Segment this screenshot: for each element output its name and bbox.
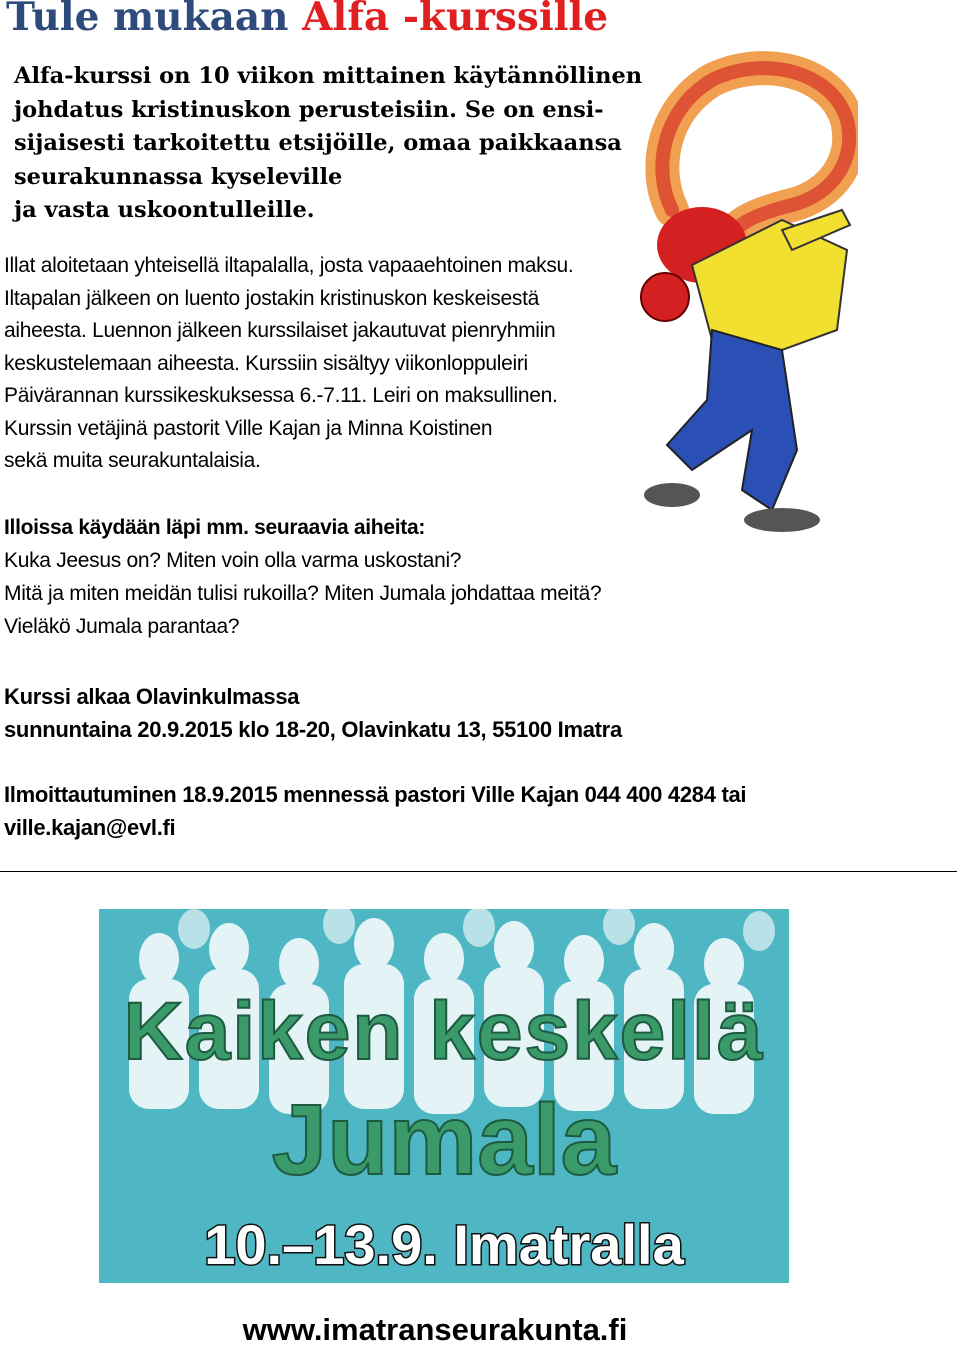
title-part-1: Tule mukaan — [6, 0, 303, 40]
page-title — [6, 0, 608, 40]
body-line: Kurssin vetäjinä pastorit Ville Kajan ja Minna Koistinen — [4, 416, 493, 440]
intro-line: Alfa-kurssi on 10 viikon mittainen käytännöllinen — [14, 63, 643, 89]
start-line: sunnuntaina 20.9.2015 klo 18-20, Olavinkatu 13, 55100 Imatra — [4, 717, 622, 742]
intro-line: ja vasta uskoontulleille. — [14, 197, 315, 223]
event-banner — [99, 909, 789, 1283]
body-paragraph — [4, 250, 573, 478]
registration-line: Ilmoittautuminen 18.9.2015 mennessä pastori Ville Kajan 044 400 4284 tai — [4, 782, 747, 807]
body-line: keskustelemaan aiheesta. Kurssiin sisältyy viikonloppuleiri — [4, 351, 528, 375]
topics-heading: Illoissa käydään läpi mm. seuraavia aiheita: — [4, 516, 426, 539]
registration-email: ville.kajan@evl.fi — [4, 815, 176, 840]
registration-info — [4, 778, 746, 844]
body-line: aiheesta. Luennon jälkeen kurssilaiset jakautuvat pienryhmiin — [4, 319, 556, 342]
body-line: Päivärannan kurssikeskuksessa 6.-7.11. Leiri on maksullinen. — [4, 384, 558, 407]
intro-line: johdatus kristinuskon perusteisiin. Se on ensi- — [14, 96, 604, 123]
banner-line-1: Kaiken keskellä — [123, 986, 765, 1077]
banner-line-2: Jumala — [271, 1084, 617, 1196]
topic-line: Vieläkö Jumala parantaa? — [4, 615, 240, 638]
start-line: Kurssi alkaa Olavinkulmassa — [4, 684, 300, 709]
title-part-2: Alfa -kurssille — [302, 0, 609, 40]
banner-line-3: 10.–13.9. Imatralla — [204, 1213, 684, 1276]
section-divider — [0, 871, 957, 872]
body-line: Illat aloitetaan yhteisellä iltapalalla, josta vapaaehtoinen maksu. — [4, 254, 574, 277]
topic-line: Mitä ja miten meidän tulisi rukoilla? Miten Jumala johdattaa meitä? — [4, 582, 602, 605]
question-mark-figure-icon — [632, 50, 858, 550]
intro-line: sijaisesti tarkoitettu etsijöille, omaa paikkaansa — [14, 130, 622, 156]
topics-section — [4, 511, 601, 643]
intro-line: seurakunnassa kyseleville — [14, 163, 343, 190]
start-info — [4, 680, 622, 746]
website-link[interactable]: www.imatranseurakunta.fi — [242, 1312, 628, 1347]
intro-paragraph — [14, 60, 642, 228]
body-line: sekä muita seurakuntalaisia. — [4, 449, 261, 472]
body-line: Iltapalan jälkeen on luento jostakin kristinuskon keskeisestä — [4, 286, 540, 310]
topic-line: Kuka Jeesus on? Miten voin olla varma uskostani? — [4, 549, 462, 572]
